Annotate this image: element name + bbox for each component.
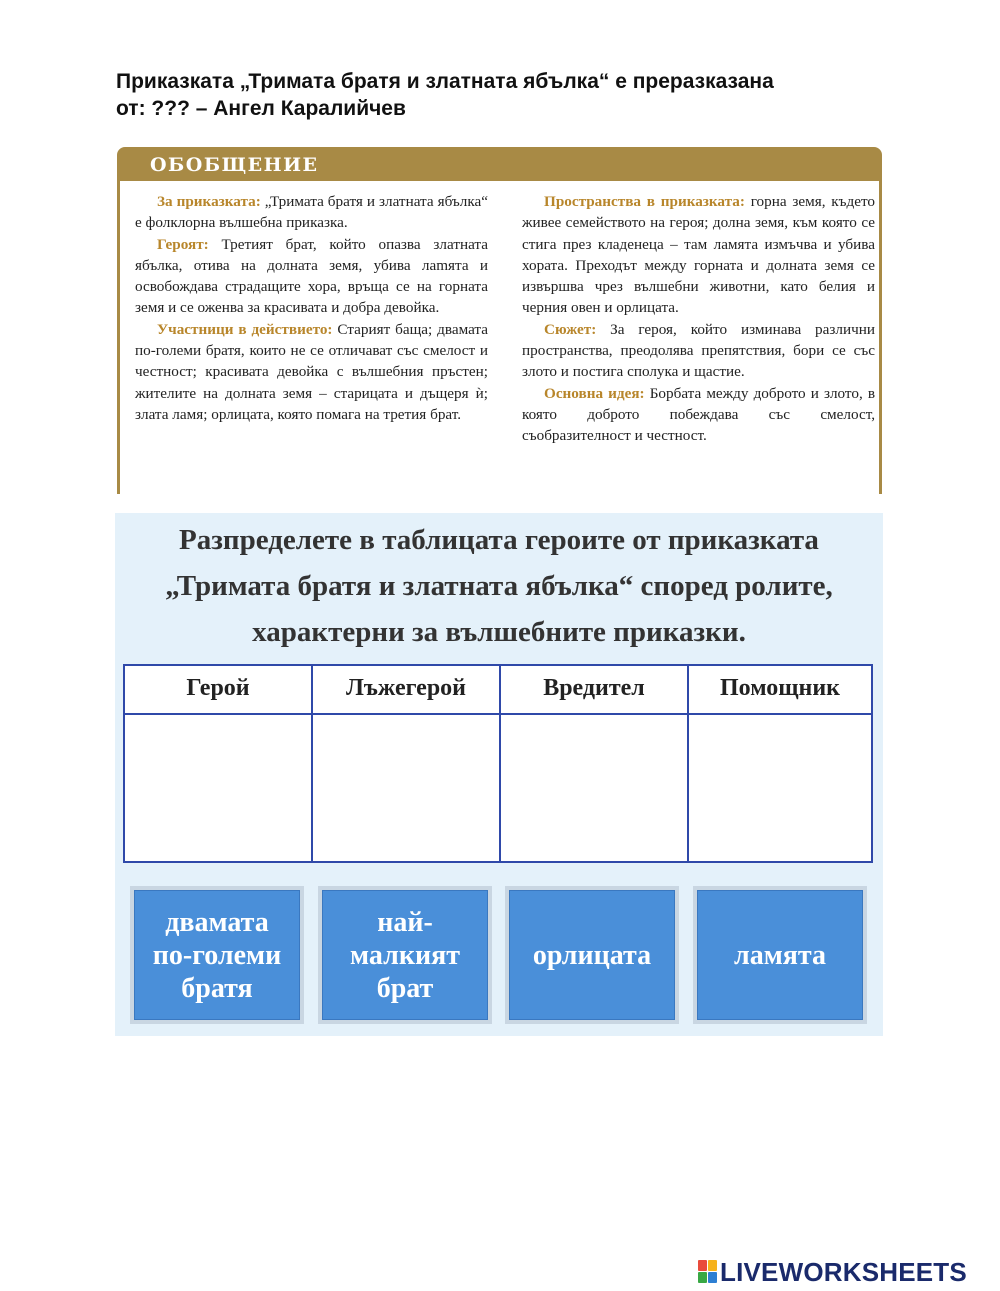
drop-zone-villain[interactable] bbox=[501, 715, 687, 861]
summary-label: Сюжет: bbox=[544, 320, 597, 338]
summary-paragraph bbox=[522, 383, 875, 447]
drop-zone-hero[interactable] bbox=[125, 715, 311, 861]
header-villain: Вредител bbox=[543, 675, 645, 701]
tile-text: по-големи bbox=[152, 939, 282, 971]
drag-tile-youngest-brother[interactable] bbox=[318, 886, 492, 1024]
summary-heading: ОБОБЩЕНИЕ bbox=[117, 147, 882, 181]
summary-label: За приказката: bbox=[157, 193, 261, 210]
summary-label: Героят: bbox=[157, 235, 209, 253]
summary-label: Основна идея: bbox=[544, 384, 645, 402]
header-false-hero: Лъжегерой bbox=[345, 675, 467, 701]
drop-zone-helper[interactable] bbox=[689, 715, 871, 861]
logo-icon bbox=[698, 1260, 718, 1284]
liveworksheets-logo bbox=[698, 1258, 967, 1286]
summary-paragraph bbox=[135, 191, 488, 234]
summary-paragraph bbox=[522, 319, 875, 383]
header-helper: Помощник bbox=[720, 675, 840, 701]
tile-text: орлицата bbox=[532, 939, 652, 971]
title-line-2: от: ??? – Ангел Каралийчев bbox=[116, 97, 406, 120]
summary-label: Пространства в приказката: bbox=[544, 193, 745, 210]
summary-paragraph bbox=[135, 319, 488, 425]
header-hero: Герой bbox=[186, 675, 250, 701]
tile-label bbox=[153, 906, 281, 1005]
summary-paragraph bbox=[135, 234, 488, 319]
summary-text: Третият брат, който опазва златната ябълка, отива на долната земя, убива лamята и освобождава страдащите хора, връща се на горната земя и се оженва за красивата и добра девойка. bbox=[135, 235, 488, 317]
drag-tile-lamia[interactable] bbox=[693, 886, 867, 1024]
tile-text: най- bbox=[377, 906, 433, 938]
worksheet-title bbox=[116, 68, 896, 122]
drop-zone-false-hero[interactable] bbox=[313, 715, 499, 861]
title-line-1: Приказката „Тримата братя и златната ябълка“ е преразказана bbox=[116, 70, 774, 93]
tile-label bbox=[734, 939, 826, 972]
summary-label: Участници в действието: bbox=[157, 320, 333, 338]
roles-table bbox=[123, 664, 873, 863]
summary-text: горна земя, където живее семейството на героя; долна земя, към която се стига през кладенеца – там ламята измъчва и убива хората. Преходът между горната и долната земя се извършва чрез вълшебни животни, като белия и черния овен и орлицата. bbox=[522, 193, 875, 317]
drag-tile-older-brothers[interactable] bbox=[130, 886, 304, 1024]
exercise-heading-line: характерни за вълшебните приказки. bbox=[252, 616, 746, 648]
tile-text: ламята bbox=[733, 939, 827, 971]
tile-text: двамата bbox=[165, 906, 269, 938]
summary-box bbox=[117, 147, 882, 494]
summary-left-column bbox=[135, 191, 488, 425]
tile-text: братя bbox=[181, 972, 253, 1004]
summary-body bbox=[117, 181, 882, 494]
tile-label bbox=[533, 939, 651, 972]
exercise-heading-line: „Тримата братя и златната ябълка“ според ролите, bbox=[165, 570, 833, 602]
summary-text: Борбата между доброто и злото, в която доброто побеждава със смелост, съобразителност и честност. bbox=[522, 384, 875, 445]
summary-right-column bbox=[522, 191, 875, 447]
summary-paragraph bbox=[522, 191, 875, 319]
tile-text: малкият bbox=[349, 939, 460, 971]
summary-text: За героя, който изминава различни пространства, преодолява препятствия, бори се със злото и постига сполука и щастие. bbox=[522, 320, 875, 381]
exercise-heading bbox=[115, 517, 883, 655]
summary-text: „Тримата братя и златната ябълка“ е фолклорна вълшебна приказка. bbox=[135, 193, 488, 232]
table-header-row bbox=[125, 666, 871, 715]
tile-label bbox=[350, 906, 460, 1005]
exercise-panel bbox=[115, 513, 883, 1036]
summary-text: Старият баща; двамата по-големи братя, които не се отличават със смелост и честност; красивата девойка с вълшебния пръстен; жителите на долната земя – старицата и дъщеря ѝ; злата ламя; орлицата, която помага на третия брат. bbox=[135, 320, 488, 423]
drag-tile-eagle[interactable] bbox=[505, 886, 679, 1024]
exercise-heading-line: Разпределете в таблицата героите от приказката bbox=[179, 524, 819, 556]
tile-text: брат bbox=[376, 972, 434, 1004]
logo-text: LIVEWORKSHEETS bbox=[720, 1256, 967, 1287]
